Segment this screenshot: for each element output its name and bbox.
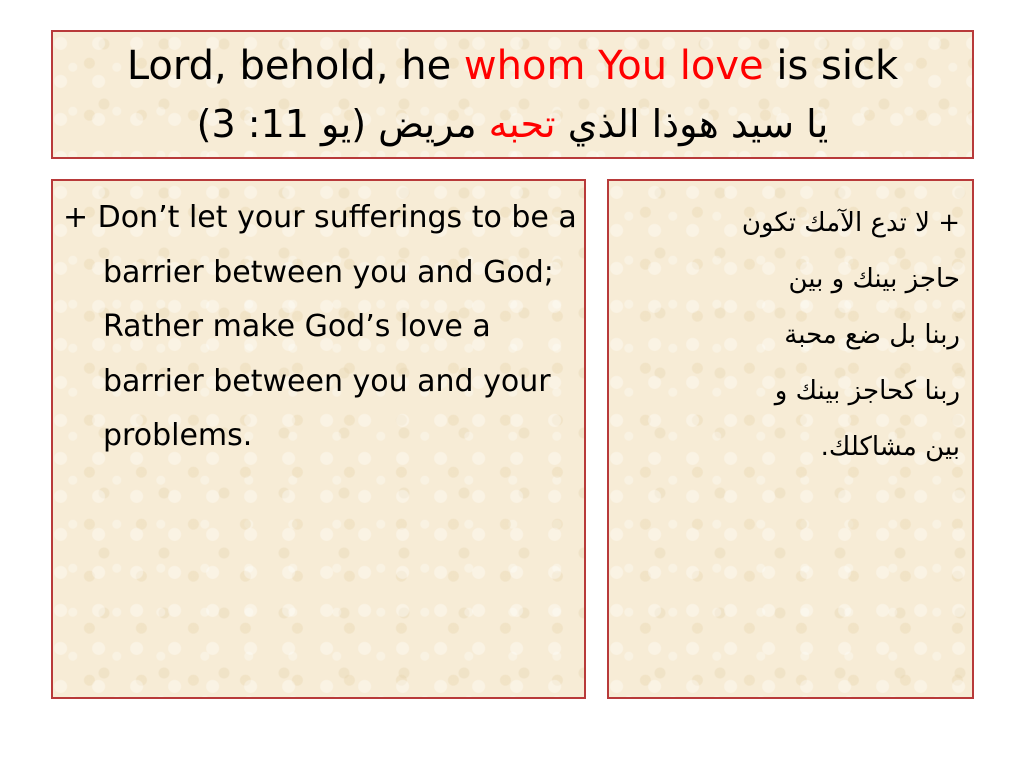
title-arabic-part2: مريض (يو 11: 3) [196,102,489,146]
english-text-box [51,179,586,699]
arabic-text-box [607,179,974,699]
arabic-line-4: ربنا كحاجز بينك و [774,376,960,406]
arabic-line-5: بين مشاكلك. [820,432,960,462]
arabic-line-2: حاجز بينك و بين [788,264,960,294]
title-box [51,30,974,159]
title-arabic [53,96,972,152]
title-english [53,38,972,94]
arabic-bullet-text [620,195,960,475]
title-arabic-part1: يا سيد هوذا الذي [555,102,829,146]
arabic-line-3: ربنا بل ضع محبة [784,320,960,350]
title-english-highlight: whom You love [463,43,764,89]
arabic-line-1: + لا تدع الآمك تكون [741,208,960,238]
title-english-part1: Lord, behold, he [126,43,464,89]
title-arabic-highlight: تحبه [488,102,556,146]
title-english-part2: is sick [763,43,899,89]
english-bullet-text: + Don’t let your sufferings to be a barrier between you and God; Rather make God’s love a barrier between you and your problems. [63,200,577,453]
